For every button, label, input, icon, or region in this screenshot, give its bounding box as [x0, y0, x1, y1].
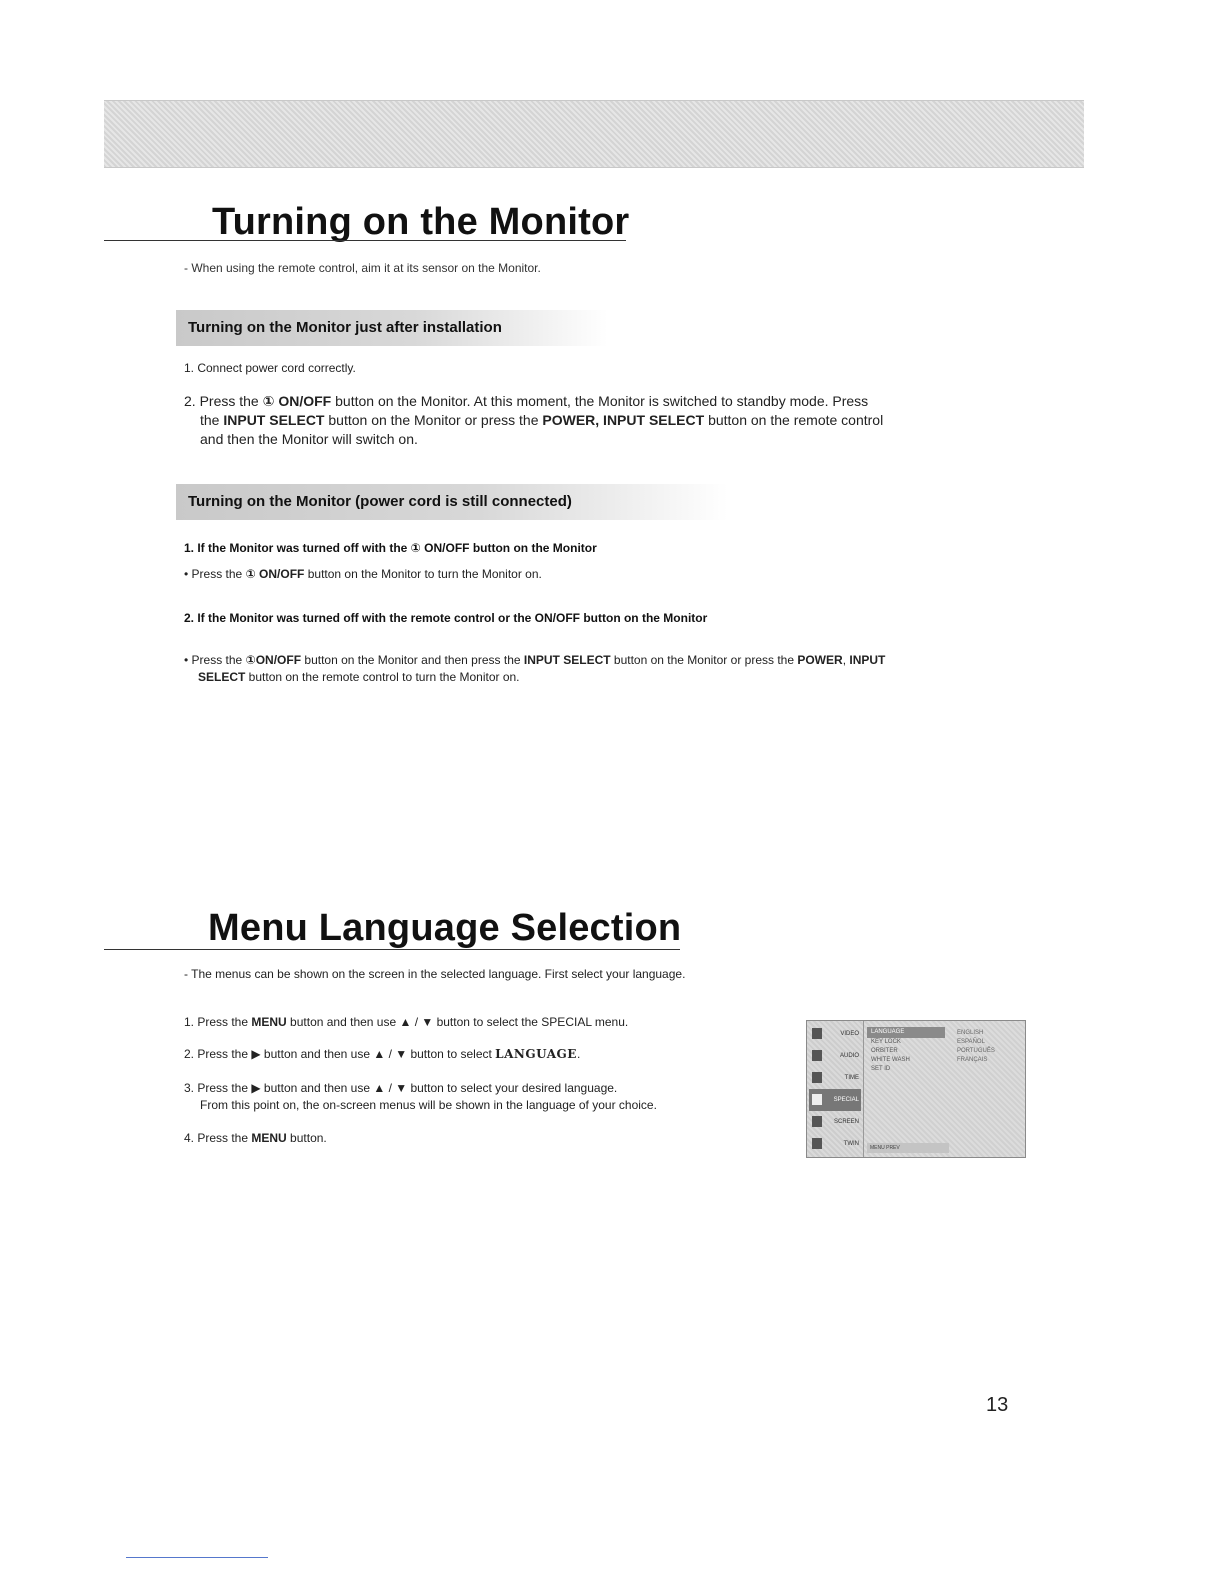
lang-step-4: 4. Press the MENU button.: [184, 1131, 327, 1145]
osd-option-english: ENGLISH: [957, 1030, 984, 1036]
remote-note: - When using the remote control, aim it at its sensor on the Monitor.: [184, 261, 541, 275]
subheading-after-installation: Turning on the Monitor just after installation: [176, 310, 608, 346]
page-number: 13: [986, 1394, 1009, 1416]
language-note: - The menus can be shown on the screen in the selected language. First select your language.: [184, 967, 686, 981]
osd-item-key-lock: KEY LOCK: [871, 1039, 901, 1045]
osd-footer: MENU PREV: [867, 1143, 949, 1153]
twin-icon: [812, 1138, 822, 1149]
lang-step-3: 3. Press the ▶ button and then use ▲ / ▼ button to select your desired language. From this point on, the on-screen menus will be shown in the language of your choice.: [184, 1081, 657, 1112]
case2-heading: 2. If the Monitor was turned off with the remote control or the ON/OFF button on the Monitor: [184, 611, 708, 625]
osd-tab-screen: SCREEN: [809, 1111, 861, 1133]
osd-tab-column: [807, 1021, 864, 1157]
osd-tab-audio: AUDIO: [809, 1045, 861, 1067]
case1-heading: 1. If the Monitor was turned off with the ① ON/OFF button on the Monitor: [184, 541, 597, 555]
step-press-onoff: 2. Press the ① ON/OFF button on the Monitor. At this moment, the Monitor is switched to standby mode. Press the INPUT SELECT button on the Monitor or press the POWER, INPUT SELECT button on the remote control and then the Monitor will switch on.: [184, 393, 884, 447]
osd-option-francais: FRANÇAIS: [957, 1057, 988, 1063]
osd-language-options: [951, 1029, 1021, 1149]
clock-icon: [812, 1072, 822, 1083]
osd-tab-twin: TWIN: [809, 1133, 861, 1155]
video-icon: [812, 1028, 822, 1039]
osd-item-orbiter: ORBITER: [871, 1048, 898, 1054]
osd-item-set-id: SET ID: [871, 1066, 891, 1072]
audio-icon: [812, 1050, 822, 1061]
section-title-turning-on: Turning on the Monitor: [212, 201, 630, 243]
screen-icon: [812, 1116, 822, 1127]
osd-special-items: [867, 1027, 945, 1151]
case2-bullet: • Press the ①ON/OFF button on the Monitor and then press the INPUT SELECT button on the Monitor or press the POWER, INPUT SELECT button on the remote control to turn the Monitor on.: [184, 653, 886, 684]
osd-menu-illustration: [806, 1020, 1026, 1158]
osd-option-portugues: PORTUGUÊS: [957, 1048, 995, 1054]
case1-bullet: • Press the ① ON/OFF button on the Monitor to turn the Monitor on.: [184, 567, 542, 581]
osd-item-white-wash: WHITE WASH: [871, 1057, 910, 1063]
step-connect-power: 1. Connect power cord correctly.: [184, 361, 356, 375]
osd-tab-time: TIME: [809, 1067, 861, 1089]
lang-step-1: 1. Press the MENU button and then use ▲ / ▼ button to select the SPECIAL menu.: [184, 1015, 629, 1029]
footer-rule: [126, 1557, 268, 1558]
osd-item-language: LANGUAGE: [867, 1027, 945, 1038]
osd-option-espanol: ESPAÑOL: [957, 1039, 985, 1045]
header-banner: [104, 100, 1084, 168]
title-underline: [104, 240, 626, 241]
osd-tab-special: SPECIAL: [809, 1089, 861, 1111]
osd-tab-video: VIDEO: [809, 1023, 861, 1045]
lang-step-2: 2. Press the ▶ button and then use ▲ / ▼ button to select LANGUAGE.: [184, 1047, 581, 1061]
section-title-menu-language: Menu Language Selection: [208, 907, 682, 949]
special-icon: [812, 1094, 822, 1105]
subheading-power-connected: Turning on the Monitor (power cord is still connected): [176, 484, 728, 520]
title-underline-2: [104, 949, 680, 950]
